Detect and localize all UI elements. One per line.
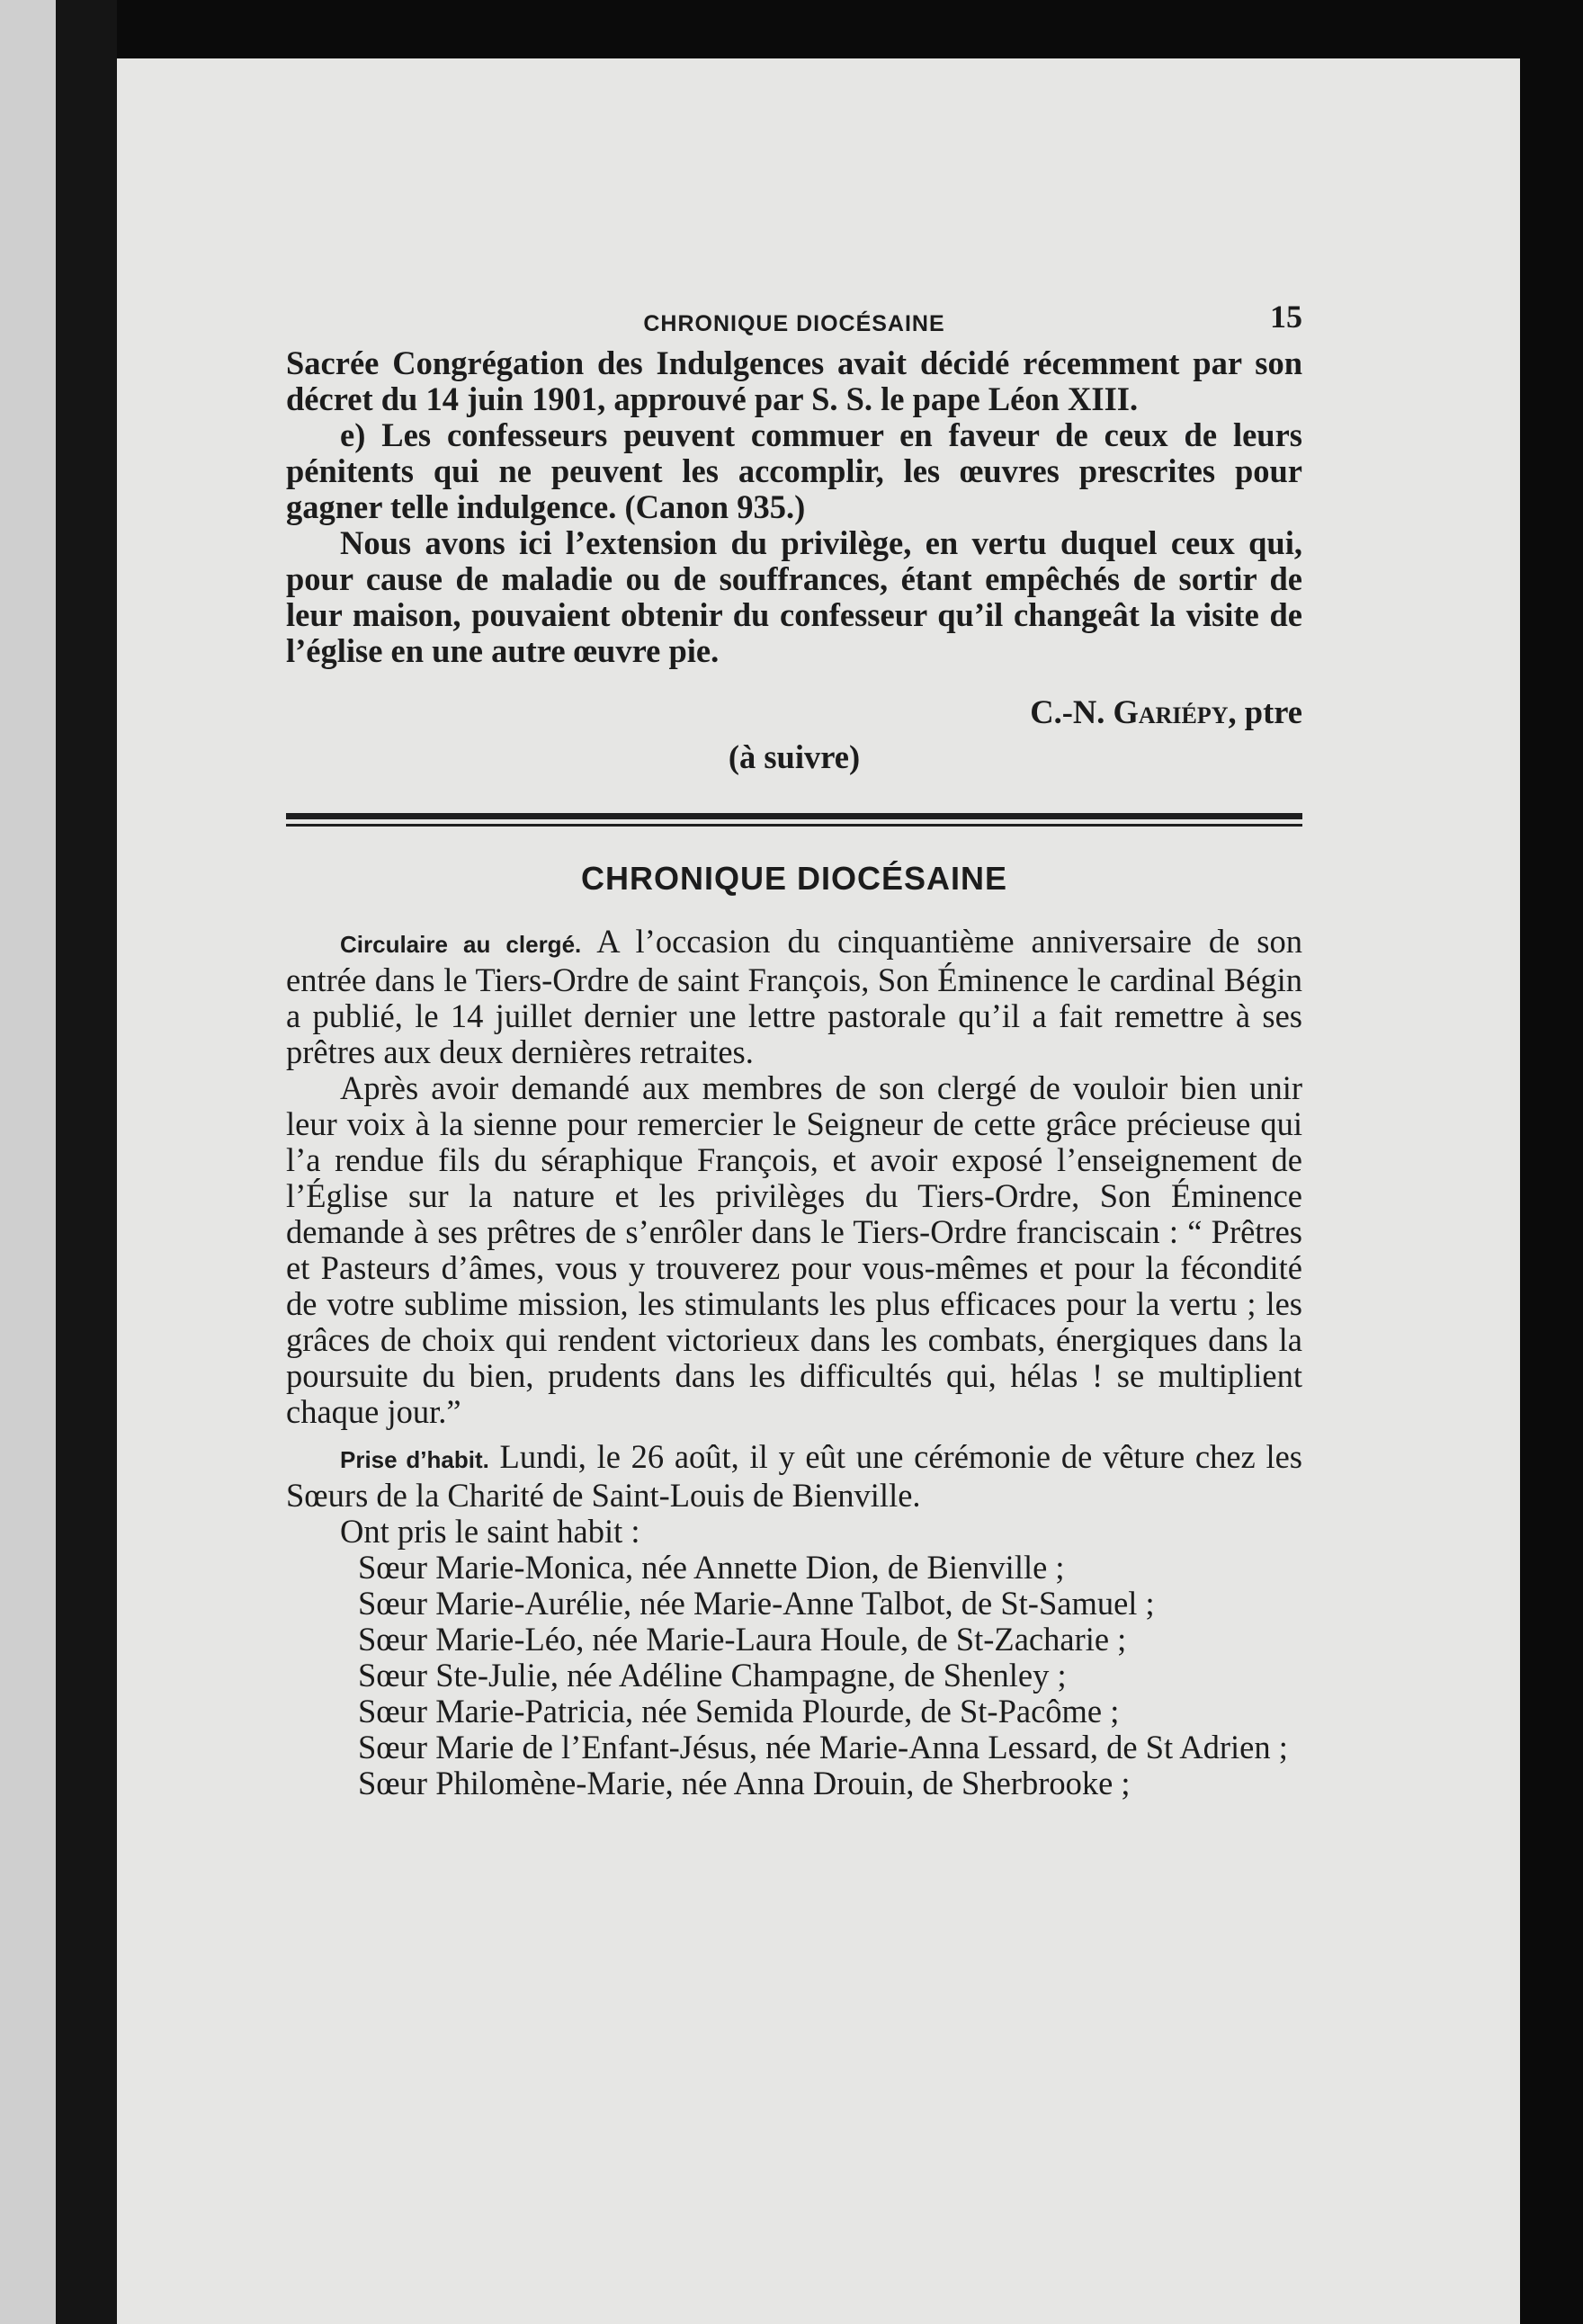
page-number: 15 xyxy=(1270,299,1302,335)
section-divider-thick xyxy=(286,813,1302,819)
circulaire-heading: Circulaire au clergé. xyxy=(340,931,582,958)
habit-text: Lundi, le 26 août, il y eût une cérémonie de vêture chez les Sœurs de la Charité de Saint-Louis de Bienville. xyxy=(286,1438,1302,1514)
sister-list-item: Sœur Ste-Julie, née Adéline Champagne, de Shenley ; xyxy=(358,1657,1067,1694)
sister-list-item: Sœur Philomène-Marie, née Anna Drouin, de Sherbrooke ; xyxy=(358,1765,1131,1801)
sister-list-item: Sœur Marie-Patricia, née Semida Plourde, de St-Pacôme ; xyxy=(358,1693,1120,1730)
circulaire-text: A l’occasion du cinquantième anniversaire de son entrée dans le Tiers-Ordre de saint François, Son Éminence le cardinal Bégin a publié, le 14 juillet dernier une lettre pastorale qu’il a fait remettre à ses prêtres aux deux dernières retraites. xyxy=(286,923,1302,1070)
running-head xyxy=(286,299,1302,344)
scan-left-margin xyxy=(0,0,56,2324)
circulaire-paragraph-2: Après avoir demandé aux membres de son clergé de vouloir bien unir leur voix à la sienne pour remercier le Seigneur de cette grâce précieuse qui l’a rendue fils du séraphique François, et avoir exposé l’enseignement de l’Église sur la nature et les privilèges du Tiers-Ordre, Son Éminence demande à ses prêtres de s’enrôler dans le Tiers-Ordre franciscain : “ Prêtres et Pasteurs d’âmes, vous y trouverez pour vous-mêmes et pour la fécondité de votre sublime mission, les stimulants les plus efficaces pour la vertu ; les grâces de choix qui rendent victorieux dans les combats, énergiques dans la poursuite du bien, prudents dans les difficultés qui, hélas ! se multiplient chaque jour.” xyxy=(286,1069,1302,1430)
signature-suffix: , ptre xyxy=(1228,693,1302,730)
sister-list-item: Sœur Marie-Aurélie, née Marie-Anne Talbot, de St-Samuel ; xyxy=(358,1585,1155,1622)
scan-gutter-shadow xyxy=(56,0,117,2324)
sister-list-item: Sœur Marie-Monica, née Annette Dion, de Bienville ; xyxy=(358,1549,1065,1586)
signature-name: Gariépy xyxy=(1113,693,1229,730)
circulaire-paragraph xyxy=(286,924,1302,1070)
article-paragraph: Sacrée Congrégation des Indulgences avait décidé récemment par son décret du 14 juin 1901, approuvé par S. S. le pape Léon XIII. xyxy=(286,344,1302,417)
article-paragraph: Nous avons ici l’extension du privilège, en vertu duquel ceux qui, pour cause de maladie ou de souffrances, étant empêchés de sortir de leur maison, pouvaient obtenir du confesseur qu’il changeât la visite de l’église en une autre œuvre pie. xyxy=(286,524,1302,669)
sister-list-item: Sœur Marie-Léo, née Marie-Laura Houle, de St-Zacharie ; xyxy=(358,1621,1127,1658)
running-head-title: CHRONIQUE DIOCÉSAINE xyxy=(643,311,945,336)
page-content xyxy=(286,299,1302,1801)
author-signature xyxy=(286,694,1302,730)
habit-heading: Prise d’habit. xyxy=(340,1446,489,1473)
habit-intro: Ont pris le saint habit : xyxy=(340,1513,640,1550)
section-title: CHRONIQUE DIOCÉSAINE xyxy=(580,860,1008,897)
to-be-continued: (à suivre) xyxy=(728,738,861,775)
habit-paragraph xyxy=(286,1439,1302,1514)
article-paragraph: e) Les confesseurs peuvent commuer en faveur de ceux de leurs pénitents qui ne peuvent les accomplir, les œuvres prescrites pour gagner telle indulgence. (Canon 935.) xyxy=(286,416,1302,525)
sister-list-item: Sœur Marie de l’Enfant-Jésus, née Marie-Anna Lessard, de St Adrien ; xyxy=(358,1729,1288,1765)
signature-initials: C.-N. xyxy=(1030,693,1113,730)
section-divider-thin xyxy=(286,824,1302,827)
